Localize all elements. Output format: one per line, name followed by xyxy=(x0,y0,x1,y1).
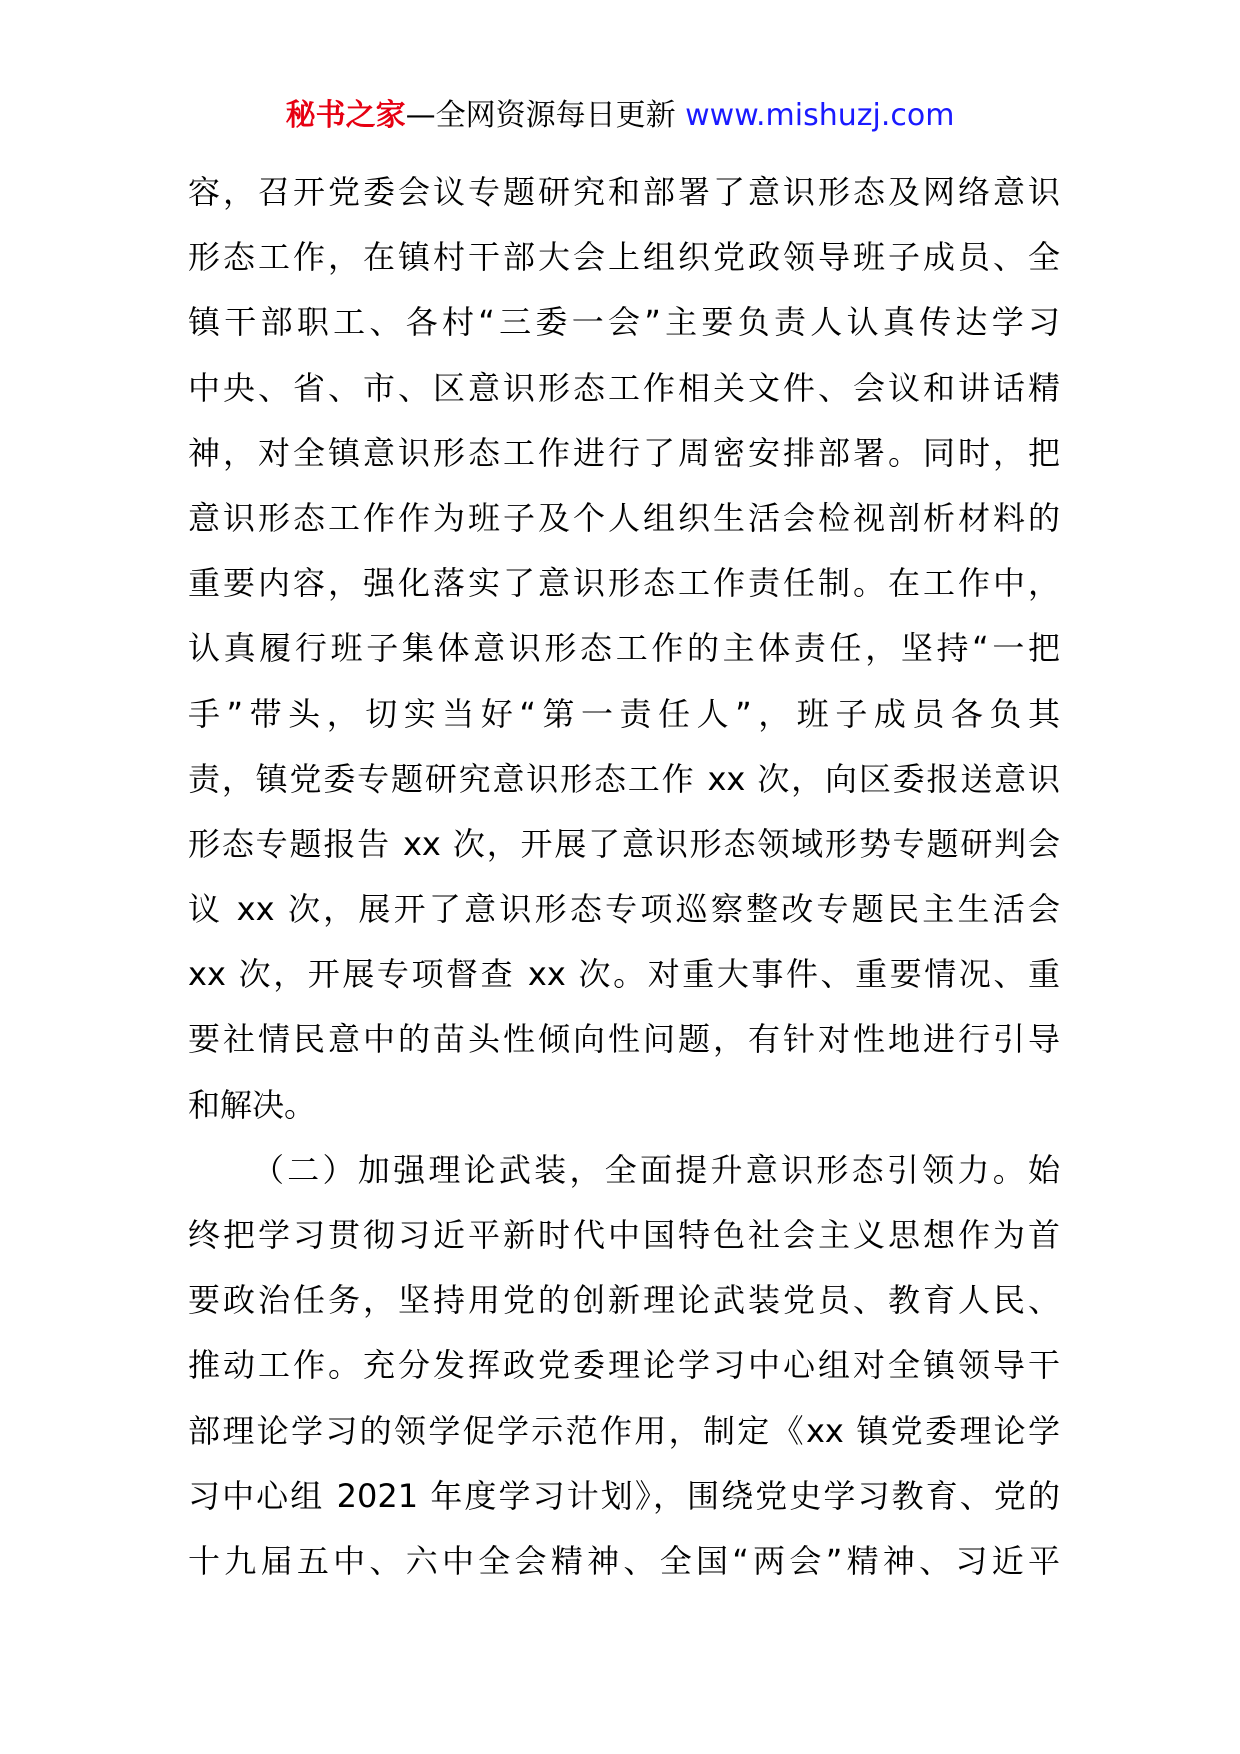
site-slogan: —全网资源每日更新 xyxy=(405,98,676,133)
text-line: 要社情民意中的苗头性倾向性问题，有针对性地进行引导 xyxy=(188,1020,1060,1059)
site-url-link[interactable]: www.mishuzj.com xyxy=(685,98,955,133)
text-line: 习中心组 2021 年度学习计划》，围绕党史学习教育、党的 xyxy=(188,1476,1060,1515)
text-line: xx 次，开展专项督查 xx 次。对重大事件、重要情况、重 xyxy=(188,955,1060,994)
text-line: 认真履行班子集体意识形态工作的主体责任，坚持“一把 xyxy=(188,629,1060,668)
text-line: 形态工作，在镇村干部大会上组织党政领导班子成员、全 xyxy=(188,238,1060,277)
text-line: 议 xx 次，展开了意识形态专项巡察整改专题民主生活会 xyxy=(188,890,1060,929)
site-brand: 秘书之家 xyxy=(285,98,406,133)
text-line: 重要内容，强化落实了意识形态工作责任制。在工作中， xyxy=(188,564,1060,603)
text-line: 意识形态工作作为班子及个人组织生活会检视剖析材料的 xyxy=(188,498,1060,537)
text-line: 和解决。 xyxy=(188,1085,317,1124)
section-heading-line: （二）加强理论武装，全面提升意识形态引领力。始 xyxy=(252,1150,1060,1189)
text-line: 形态专题报告 xx 次，开展了意识形态领域形势专题研判会 xyxy=(188,824,1060,863)
text-line: 手”带头，切实当好“第一责任人”，班子成员各负其 xyxy=(188,694,1060,733)
text-line: 责，镇党委专题研究意识形态工作 xx 次，向区委报送意识 xyxy=(188,759,1060,798)
text-line: 部理论学习的领学促学示范作用，制定《xx 镇党委理论学 xyxy=(188,1411,1060,1450)
text-line: 终把学习贯彻习近平新时代中国特色社会主义思想作为首 xyxy=(188,1216,1060,1254)
text-line: 镇干部职工、各村“三委一会”主要负责人认真传达学习 xyxy=(188,303,1060,342)
text-line: 要政治任务，坚持用党的创新理论武装党员、教育人民、 xyxy=(188,1281,1060,1320)
text-line: 推动工作。充分发挥政党委理论学习中心组对全镇领导干 xyxy=(188,1346,1060,1385)
document-body xyxy=(188,160,1060,1594)
text-line: 中央、省、市、区意识形态工作相关文件、会议和讲话精 xyxy=(188,368,1060,407)
text-line: 神，对全镇意识形态工作进行了周密安排部署。同时，把 xyxy=(188,433,1060,472)
site-header xyxy=(0,96,1240,136)
text-line: 容，召开党委会议专题研究和部署了意识形态及网络意识 xyxy=(188,173,1060,211)
text-line: 十九届五中、六中全会精神、全国“两会”精神、习近平 xyxy=(188,1541,1060,1580)
